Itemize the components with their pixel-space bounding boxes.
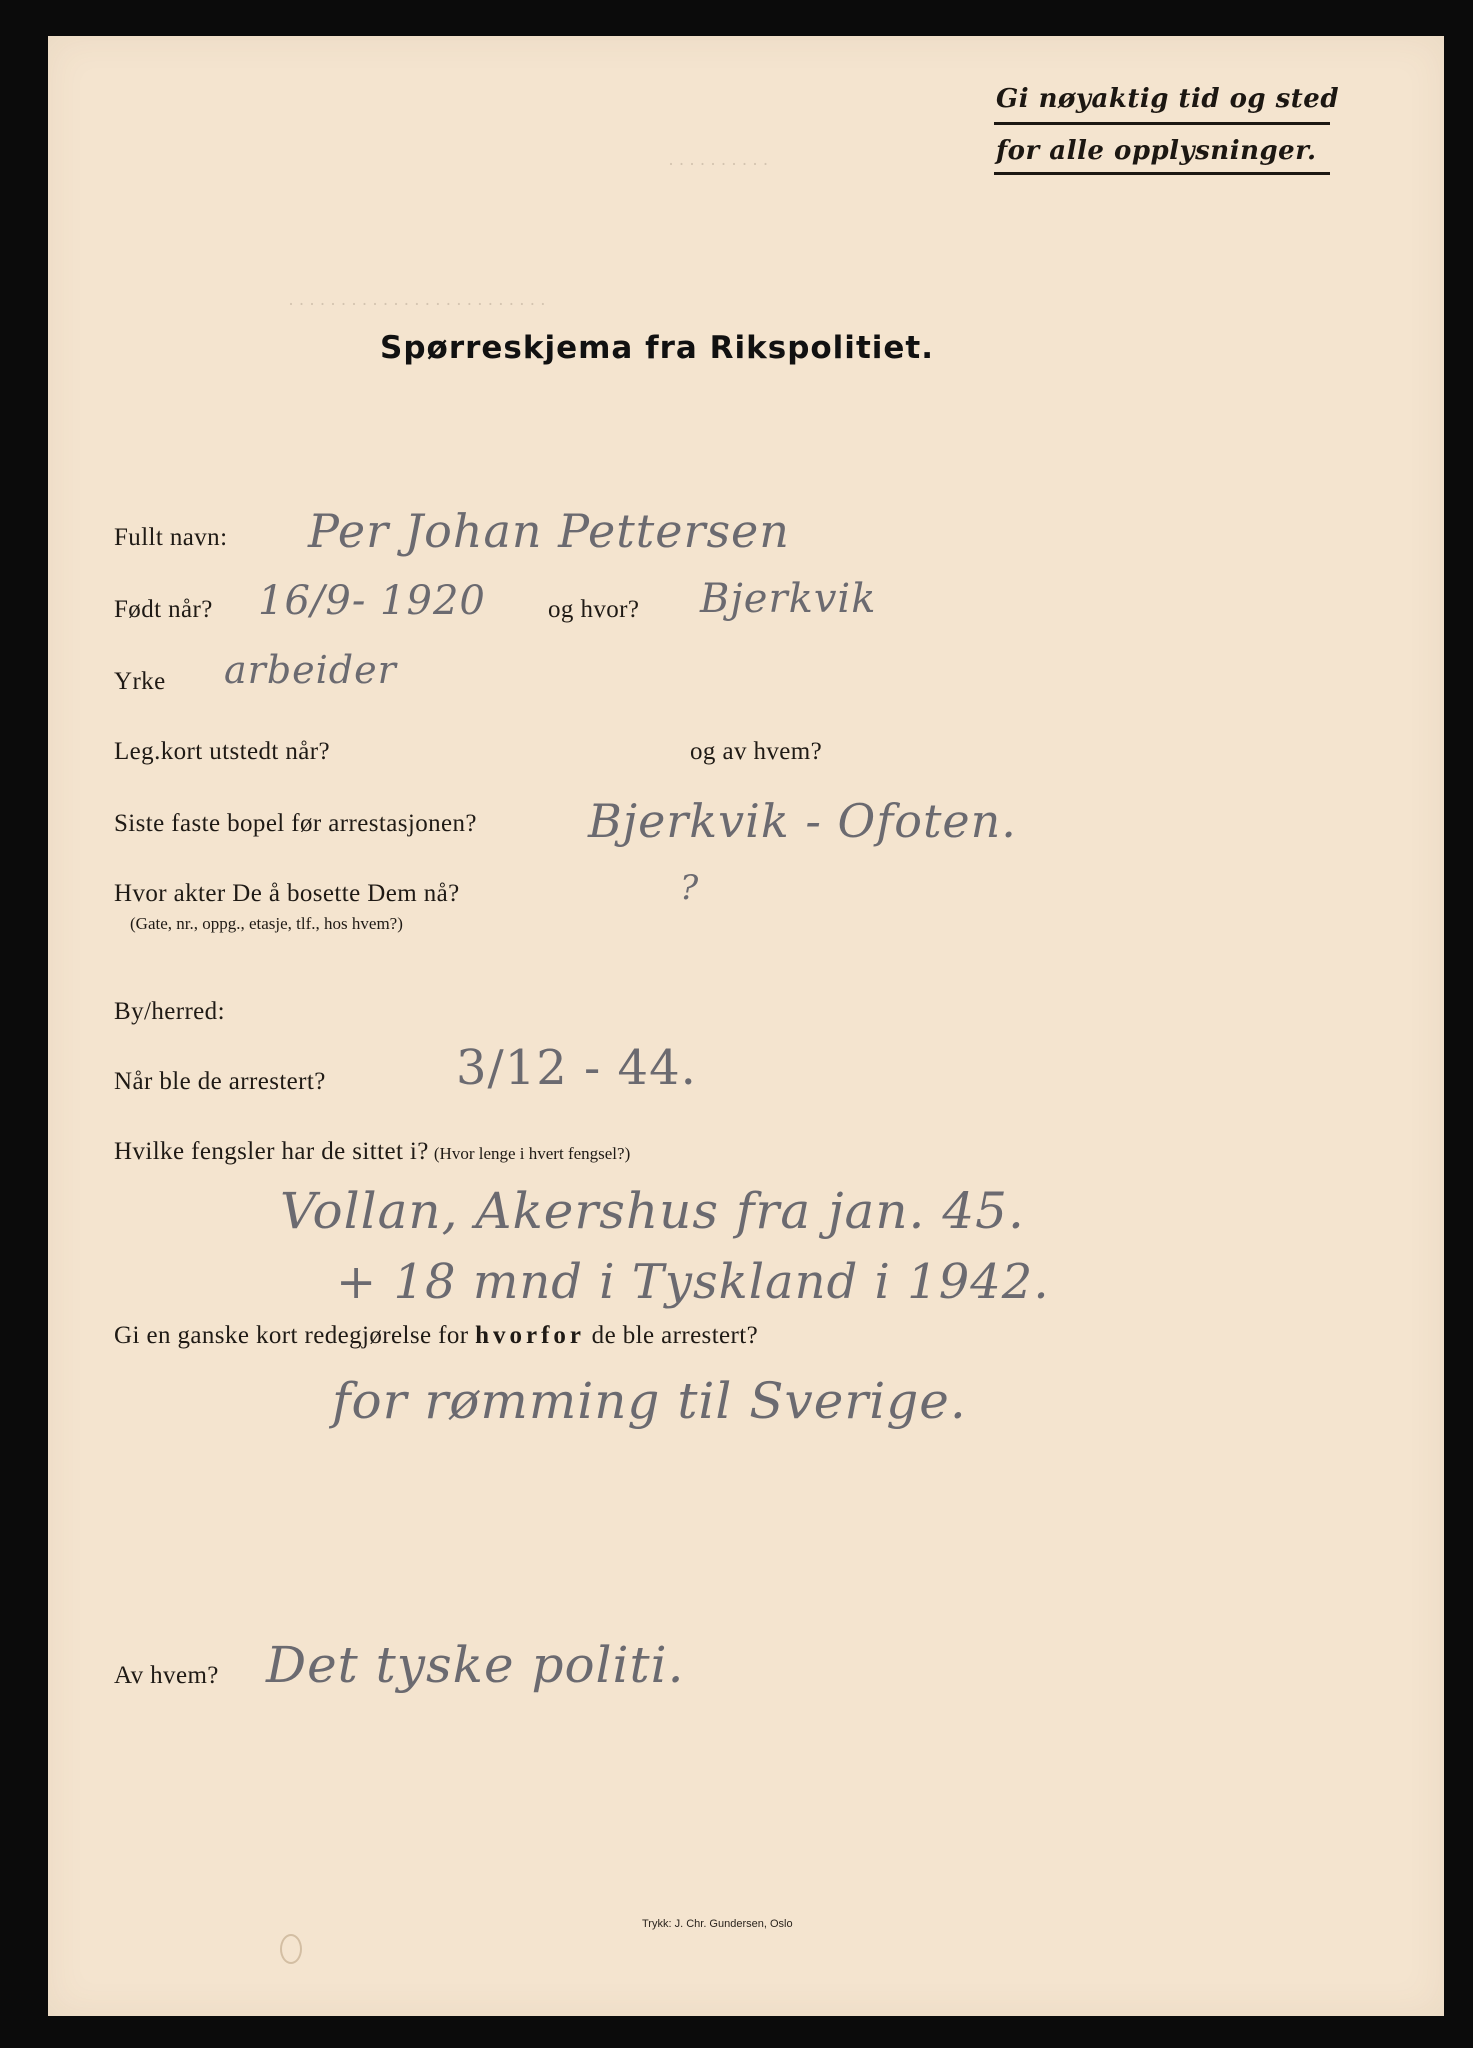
idcard-issued-by-label: og av hvem? — [690, 738, 823, 765]
questionnaire-page — [48, 36, 1444, 2016]
future-residence-value: ? — [680, 868, 700, 908]
bleed-through-text: · · · · · · · · · · — [668, 154, 769, 174]
bleed-through-text: · · · · · · · · · · · · · · · · · · · · · · · · · — [288, 294, 546, 314]
arrest-date-label: Når ble de arrestert? — [114, 1068, 326, 1095]
reason-label-pre: Gi en ganske kort redegjørelse for — [114, 1322, 476, 1349]
header-note-rule1 — [994, 122, 1330, 125]
occupation-value: arbeider — [224, 648, 397, 692]
future-residence-label: Hvor akter De å bosette Dem nå? — [114, 880, 460, 907]
occupation-label: Yrke — [114, 668, 166, 695]
idcard-issued-label: Leg.kort utstedt når? — [114, 738, 330, 765]
reason-value: for rømming til Sverige. — [332, 1372, 967, 1430]
reason-label-post: de ble arrestert? — [585, 1322, 759, 1349]
arrested-by-label: Av hvem? — [114, 1662, 219, 1689]
header-note-line1: Gi nøyaktig tid og sted — [996, 84, 1340, 114]
arrested-by-value: Det tyske politi. — [266, 1636, 685, 1694]
arrest-date-value: 3/12 - 44. — [456, 1040, 697, 1096]
future-residence-hint: (Gate, nr., oppg., etasje, tlf., hos hvem?) — [130, 914, 403, 933]
last-residence-value: Bjerkvik - Ofoten. — [588, 794, 1017, 848]
page-title: Spørreskjema fra Rikspolitiet. — [380, 330, 935, 366]
born-when-value: 16/9- 1920 — [258, 578, 486, 624]
prisons-question — [114, 1138, 630, 1166]
born-when-label: Født når? — [114, 596, 213, 623]
paper-stain — [280, 1934, 302, 1964]
printer-imprint: Trykk: J. Chr. Gundersen, Oslo — [642, 1918, 793, 1930]
born-where-value: Bjerkvik — [700, 576, 877, 622]
full-name-label: Fullt navn: — [114, 524, 228, 551]
born-where-label: og hvor? — [548, 596, 640, 623]
prisons-value-line1: Vollan, Akershus fra jan. 45. — [280, 1182, 1025, 1240]
prisons-hint: (Hvor lenge i hvert fengsel?) — [433, 1144, 631, 1163]
full-name-value: Per Johan Pettersen — [308, 504, 790, 558]
town-label: By/herred: — [114, 998, 225, 1025]
reason-label-emphasis: hvorfor — [475, 1322, 586, 1349]
prisons-label: Hvilke fengsler har de sittet i? — [114, 1138, 429, 1165]
header-note-rule2 — [994, 172, 1330, 175]
prisons-value-line2: + 18 mnd i Tyskland i 1942. — [336, 1254, 1050, 1310]
last-residence-label: Siste faste bopel før arrestasjonen? — [114, 810, 477, 837]
reason-question — [114, 1322, 758, 1350]
header-note-line2: for alle opplysninger. — [996, 136, 1317, 166]
